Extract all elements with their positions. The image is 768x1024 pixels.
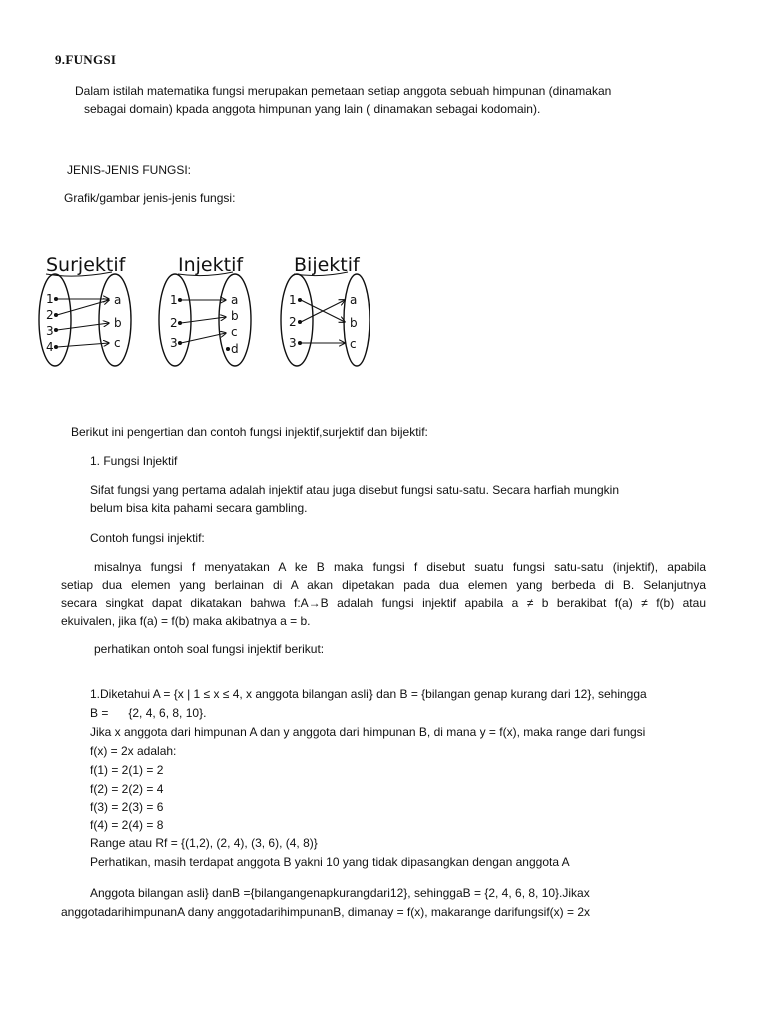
injective-heading: 1. Fungsi Injektif [90,454,178,468]
surjektif-title: Surjektif [46,254,126,276]
surjektif-domain-1: 1 [46,292,54,306]
bijektif-domain-2: 2 [289,315,297,329]
definition-line-1 [90,558,706,576]
injektif-domain-1: 1 [170,293,178,307]
injektif-codomain-b: b [231,309,239,323]
function-types-diagram [30,248,370,378]
problem-intro: perhatikan ontoh soal fungsi injektif berikut: [94,642,325,656]
problem-line-4: f(x) = 2x adalah: [90,744,177,758]
bijektif-domain-1: 1 [289,293,297,307]
repeat-line-1: Anggota bilangan asli} danB ={bilangangenapkurangdari12}, sehinggaB = {2, 4, 6, 8, 10}.Jikax [90,886,590,900]
problem-line-8: f(4) = 2(4) = 8 [90,818,164,832]
surjektif-domain-2: 2 [46,308,54,322]
problem-line-5: f(1) = 2(1) = 2 [90,763,164,777]
injektif-domain-3: 3 [170,336,178,350]
surjektif-domain-4: 4 [46,340,54,354]
injektif-title: Injektif [178,254,244,276]
problem-line-6: f(2) = 2(2) = 4 [90,782,164,796]
problem-line-10: Perhatikan, masih terdapat anggota B yakni 10 yang tidak dipasangkan dengan anggota A [90,855,570,869]
bijektif-title: Bijektif [294,254,360,276]
problem-line-9: Range atau Rf = {(1,2), (2, 4), (3, 6), (4, 8)} [90,836,318,850]
problem-line-2: B = {2, 4, 6, 8, 10}. [90,706,207,720]
example-heading: Contoh fungsi injektif: [90,531,205,545]
injektif-codomain-c: c [231,325,238,339]
definition-line-2: setiap dua elemen yang berlainan di A akan dipetakan pada dua elemen yang berbeda di B. Selanjutnya [61,578,706,592]
injektif-arrows [179,299,230,351]
problem-line-3: Jika x anggota dari himpunan A dan y anggota dari himpunan B, di mana y = f(x), maka range dari fungsi [90,725,646,739]
intro-line-1: Dalam istilah matematika fungsi merupakan pemetaan setiap anggota sebuah himpunan (dinamakan [75,84,612,98]
explanation-intro: Berikut ini pengertian dan contoh fungsi injektif,surjektif dan bijektif: [71,425,428,439]
surjektif-domain-ellipse [39,274,71,366]
injektif-codomain-a: a [231,293,239,307]
definition-line-3: secara singkat dapat dikatakan bahwa f:A→B adalah fungsi injektif apabila a ≠ b berakibat f(a) ≠ f(b) atau [61,596,706,610]
injektif-domain-2: 2 [170,316,178,330]
injective-desc-1: Sifat fungsi yang pertama adalah injektif atau juga disebut fungsi satu-satu. Secara harfiah mungkin [90,483,619,497]
graph-caption: Grafik/gambar jenis-jenis fungsi: [64,191,236,205]
surjektif-codomain-a: a [114,293,122,307]
definition-line-4: ekuivalen, jika f(a) = f(b) maka akibatnya a = b. [61,614,311,628]
injektif-codomain-d: d [231,342,239,356]
bijektif-codomain-a: a [350,293,358,307]
problem-line-1: 1.Diketahui A = {x | 1 ≤ x ≤ 4, x anggota bilangan asli} dan B = {bilangan genap kurang dari 12}, sehingga [90,687,647,701]
repeat-line-2: anggotadarihimpunanA dany anggotadarihimpunanB, dimanay = f(x), makarange darifungsif(x) = 2x [61,905,590,919]
injective-desc-2: belum bisa kita pahami secara gambling. [90,501,308,515]
surjektif-codomain-b: b [114,316,122,330]
surjektif-codomain-c: c [114,336,121,350]
surjektif-domain-3: 3 [46,324,54,338]
definition-line-1-text: misalnya fungsi f menyatakan A ke B maka fungsi f disebut suatu fungsi satu-satu (injektif), apabila [94,560,706,574]
bijektif-codomain-c: c [350,337,357,351]
types-heading: JENIS-JENIS FUNGSI: [67,163,192,177]
bijektif-domain-3: 3 [289,336,297,350]
bijektif-domain-ellipse [281,274,313,366]
intro-line-2: sebagai domain) kpada anggota himpunan yang lain ( dinamakan sebagai kodomain). [84,102,541,116]
problem-line-7: f(3) = 2(3) = 6 [90,800,164,814]
bijektif-codomain-b: b [350,316,358,330]
bijektif-arrows [299,299,346,345]
section-heading: 9.FUNGSI [55,52,117,67]
